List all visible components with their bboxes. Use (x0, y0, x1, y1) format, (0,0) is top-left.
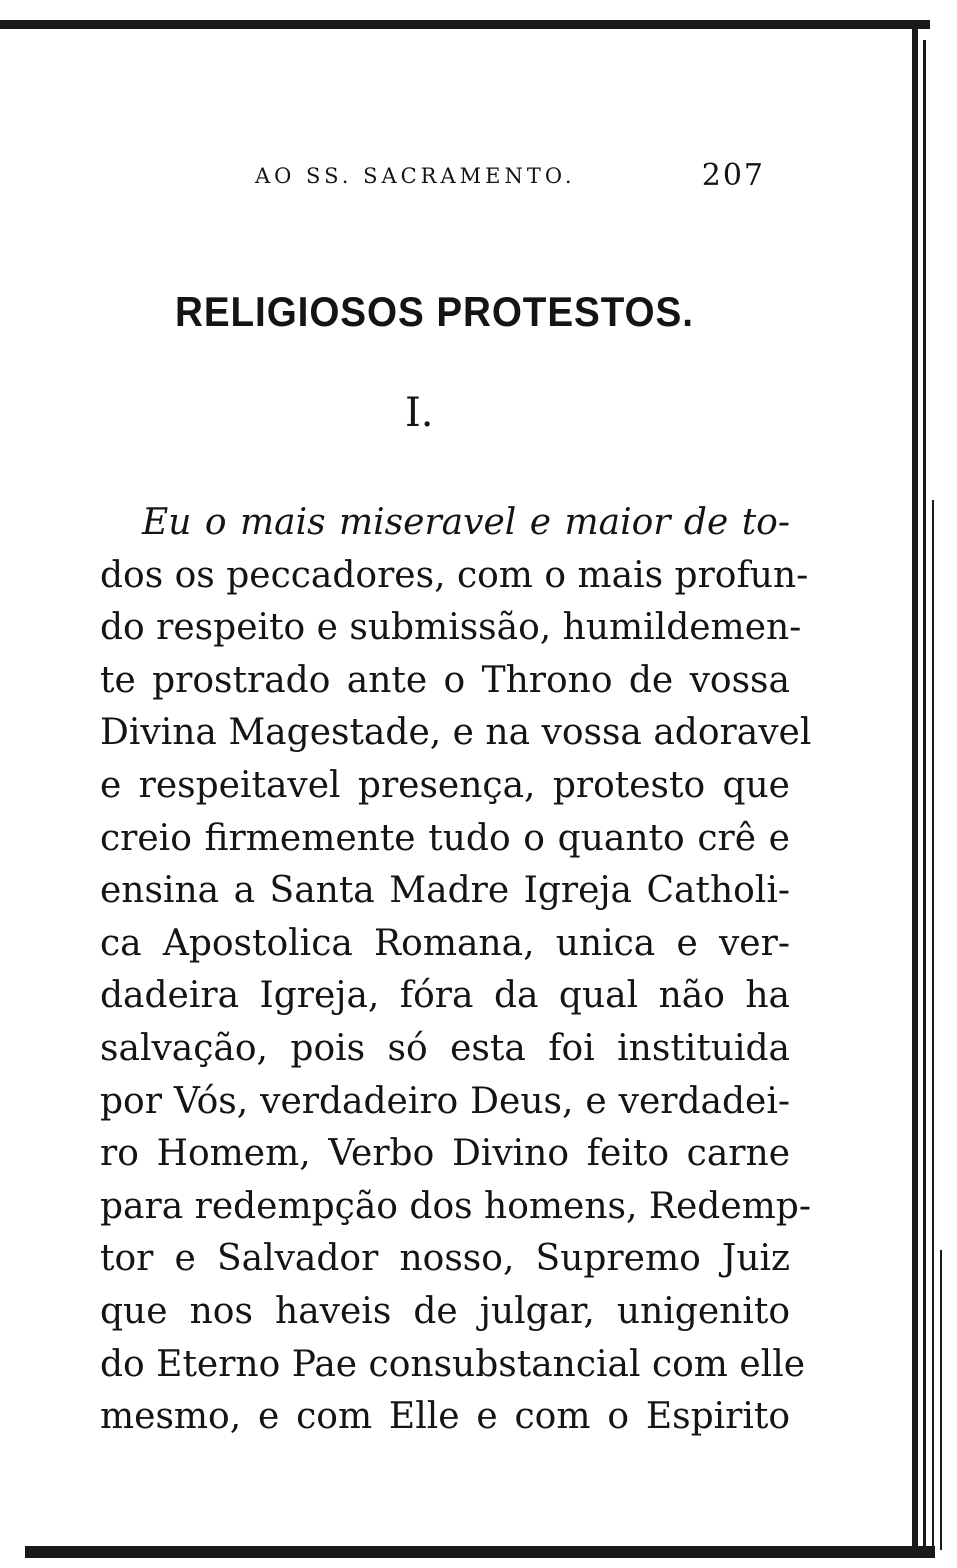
italic-text: Eu o mais miseravel e maior de to- (142, 502, 790, 543)
section-heading: RELIGIOSOS PROTESTOS. (175, 288, 694, 335)
text-line: para redempção dos homens, Redemp- (100, 1185, 811, 1227)
text-line: mesmo, e com Elle e com o Espirito (100, 1396, 790, 1438)
page-number: 207 (701, 158, 765, 193)
text-line: do Eterno Pae consubstancial com elle (100, 1343, 806, 1385)
top-border-rule (0, 20, 930, 29)
text-line: tor e Salvador nosso, Supremo Juiz (100, 1238, 790, 1280)
text-line: e respeitavel presença, protesto que (100, 764, 790, 806)
text-line: creio firmemente tudo o quanto crê e (100, 817, 790, 859)
text-line: ca Apostolica Romana, unica e ver- (100, 922, 790, 964)
text-line: Divina Magestade, e na vossa adoravel (100, 712, 812, 754)
text-line: salvação, pois só esta foi instituida (100, 1027, 790, 1069)
running-head-title: AO SS. SACRAMENTO. (255, 164, 576, 188)
page-edge-line (912, 28, 918, 1552)
page-edge-line (932, 500, 934, 1550)
section-number: I. (405, 390, 434, 436)
text-line: ensina a Santa Madre Igreja Catholi- (100, 870, 790, 912)
body-paragraph (100, 497, 812, 1444)
text-line (100, 497, 790, 550)
text-line: por Vós, verdadeiro Deus, e verdadei- (100, 1080, 790, 1122)
text-line: dadeira Igreja, fóra da qual não ha (100, 975, 790, 1017)
text-line: dos os peccadores, com o mais profun- (100, 554, 809, 596)
page-edge-line (940, 1250, 942, 1550)
text-line: que nos haveis de julgar, unigenito (100, 1290, 790, 1332)
running-head (255, 158, 765, 192)
bottom-border-rule (25, 1546, 935, 1558)
text-line: ro Homem, Verbo Divino feito carne (100, 1133, 790, 1175)
page-edge-line (923, 40, 926, 1550)
text-line: do respeito e submissão, humildemen- (100, 607, 802, 649)
text-line: te prostrado ante o Throno de vossa (100, 659, 790, 701)
